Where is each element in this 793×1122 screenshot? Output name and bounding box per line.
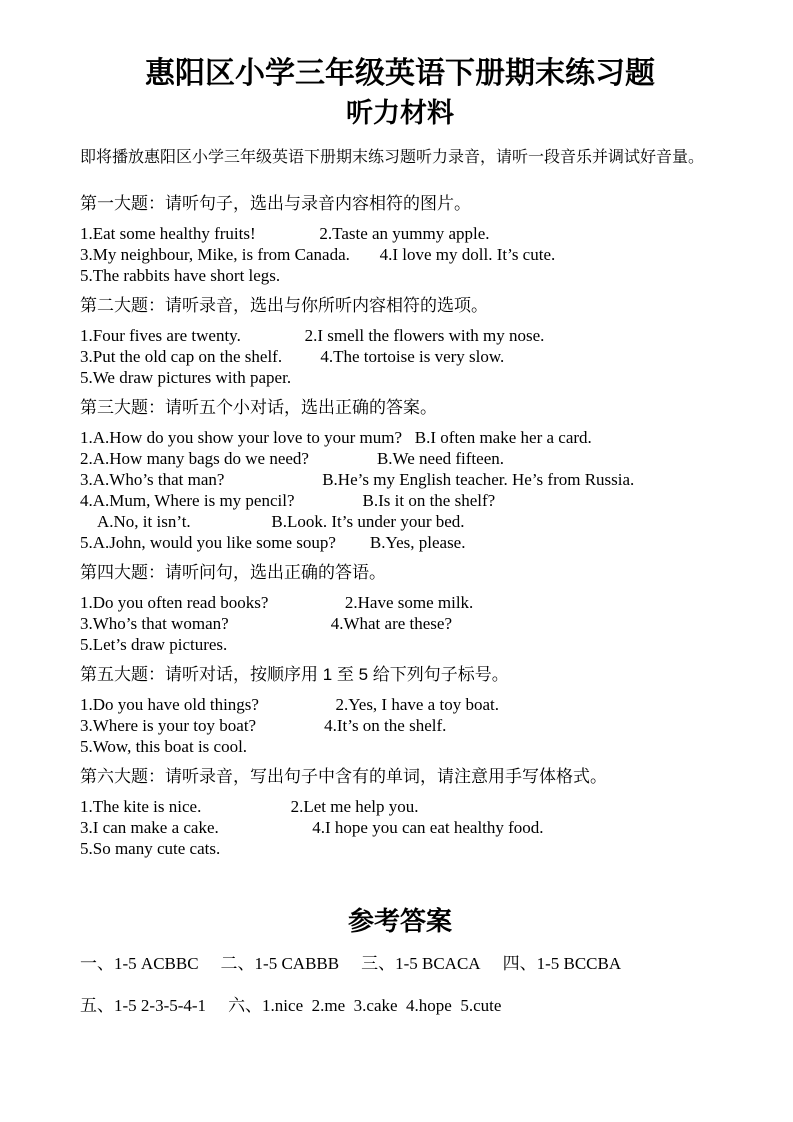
section-3-line-2: 2.A.How many bags do we need? B.We need fifteen. (80, 449, 504, 468)
section-5-line-2: 3.Where is your toy boat? 4.It’s on the shelf. (80, 716, 447, 735)
answers-row-2 (80, 995, 720, 1016)
section-3-line-6: 5.A.John, would you like some soup? B.Yes, please. (80, 533, 466, 552)
section-1-line-1: 1.Eat some healthy fruits! 2.Taste an yummy apple. (80, 224, 490, 243)
section-1-line-3: 5.The rabbits have short legs. (80, 266, 281, 285)
section-3-line-1: 1.A.How do you show your love to your mum? B.I often make her a card. (80, 428, 592, 447)
section-3-heading: 第三大题：请听五个小对话，选出正确的答案。 (80, 398, 437, 417)
document-title: 惠阳区小学三年级英语下册期末练习题 (145, 57, 655, 90)
answer-group-1: 一、1-5 ACBBC (80, 954, 199, 973)
intro-paragraph: 即将播放惠阳区小学三年级英语下册期末练习题听力录音，请听一段音乐并调试好音量。 (80, 149, 705, 166)
sections-container (80, 193, 720, 859)
section-part-4 (80, 562, 720, 655)
section-5-line-3: 5.Wow, this boat is cool. (80, 737, 248, 756)
section-6-line-3: 5.So many cute cats. (80, 839, 221, 858)
section-5-line-1: 1.Do you have old things? 2.Yes, I have a toy boat. (80, 695, 499, 714)
section-1-line-2: 3.My neighbour, Mike, is from Canada. 4.I love my doll. It’s cute. (80, 245, 556, 264)
section-part-3 (80, 397, 720, 553)
answers-row-1 (80, 953, 720, 974)
section-6-line-1: 1.The kite is nice. 2.Let me help you. (80, 797, 419, 816)
section-1-heading: 第一大题：请听句子，选出与录音内容相符的图片。 (80, 194, 471, 213)
section-part-1 (80, 193, 720, 286)
section-part-5 (80, 664, 720, 757)
section-5-heading: 第五大题：请听对话，按顺序用 1 至 5 给下列句子标号。 (80, 665, 509, 684)
section-2-line-2: 3.Put the old cap on the shelf. 4.The tortoise is very slow. (80, 347, 505, 366)
section-3-line-5: A.No, it isn’t. B.Look. It’s under your bed. (80, 512, 465, 531)
section-4-line-2: 3.Who’s that woman? 4.What are these? (80, 614, 453, 633)
answer-group-6: 六、1.nice 2.me 3.cake 4.hope 5.cute (228, 996, 502, 1015)
section-2-line-3: 5.We draw pictures with paper. (80, 368, 292, 387)
answer-group-3: 三、1-5 BCACA (361, 954, 481, 973)
section-part-2 (80, 295, 720, 388)
section-3-line-4: 4.A.Mum, Where is my pencil? B.Is it on the shelf? (80, 491, 496, 510)
document-subtitle: 听力材料 (346, 98, 454, 128)
section-4-heading: 第四大题：请听问句，选出正确的答语。 (80, 563, 386, 582)
answers-title: 参考答案 (347, 906, 452, 936)
answer-group-4: 四、1-5 BCCBA (502, 954, 622, 973)
section-4-line-1: 1.Do you often read books? 2.Have some milk. (80, 593, 474, 612)
section-3-line-3: 3.A.Who’s that man? B.He’s my English teacher. He’s from Russia. (80, 470, 635, 489)
section-6-heading: 第六大题：请听录音，写出句子中含有的单词，请注意用手写体格式。 (80, 767, 607, 786)
section-part-6 (80, 766, 720, 859)
section-2-line-1: 1.Four fives are twenty. 2.I smell the flowers with my nose. (80, 326, 545, 345)
section-6-line-2: 3.I can make a cake. 4.I hope you can eat healthy food. (80, 818, 544, 837)
section-4-line-3: 5.Let’s draw pictures. (80, 635, 228, 654)
answer-group-5: 五、1-5 2-3-5-4-1 (80, 996, 207, 1015)
answer-group-2: 二、1-5 CABBB (220, 954, 340, 973)
answers-block (80, 906, 720, 1016)
section-2-heading: 第二大题：请听录音，选出与你所听内容相符的选项。 (80, 296, 488, 315)
